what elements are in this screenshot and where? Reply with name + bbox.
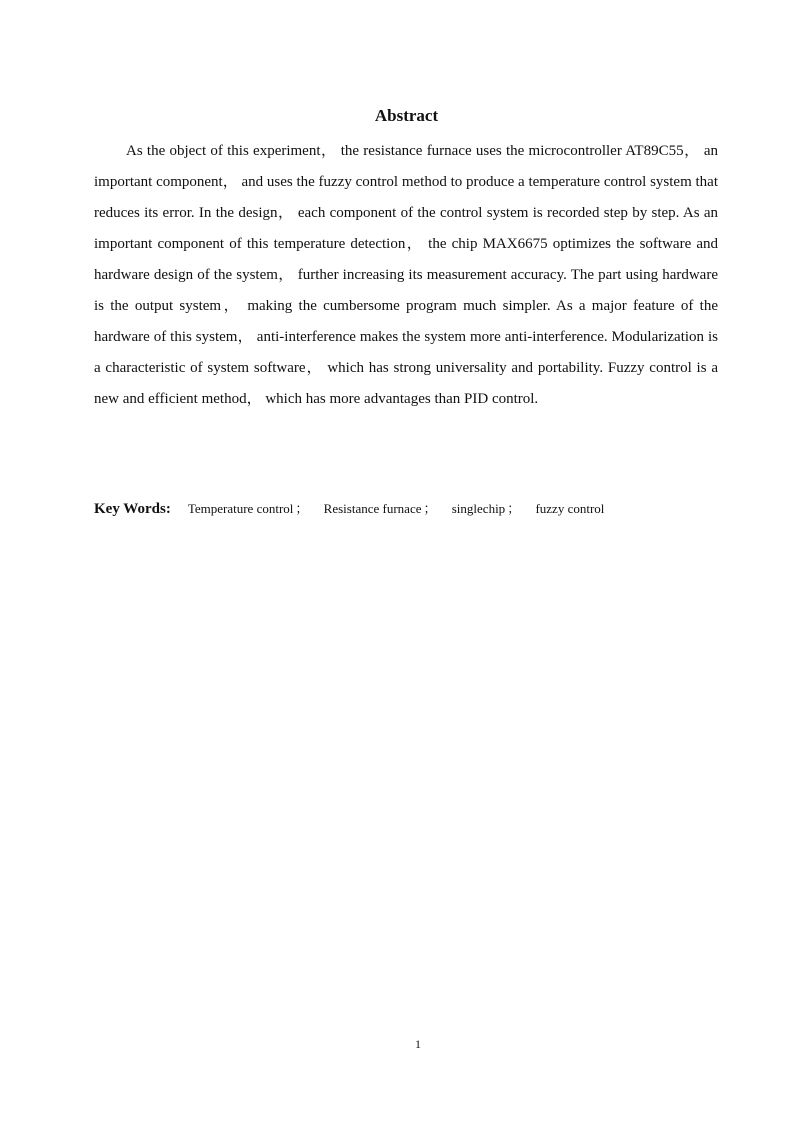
keywords-line	[94, 498, 718, 520]
keyword-item: Resistance furnace	[323, 501, 422, 516]
keyword-item: singlechip	[451, 501, 506, 516]
page-title: Abstract	[374, 106, 439, 125]
keyword-item: fuzzy control	[535, 501, 605, 516]
page-number: 1	[415, 1037, 421, 1051]
keyword-separator: ；	[507, 501, 521, 516]
keyword-separator: ；	[423, 501, 437, 516]
abstract-paragraph: As the object of this experiment， the resistance furnace uses the microcontroller AT89C55， an important component， and uses the fuzzy control method to produce a temperature control system that reduces its error. In the design， each component of the control system is recorded step by step. As an important component of this temperature detection， the chip MAX6675 optimizes the software and hardware design of the system， further increasing its measurement accuracy. The part using hardware is the output system， making the cumbersome program much simpler. As a major feature of the hardware of this system， anti-interference makes the system more anti-interference. Modularization is a characteristic of system software， which has strong universality and portability. Fuzzy control is a new and efficient method， which has more advantages than PID control.	[94, 143, 718, 407]
keyword-item: Temperature control	[187, 501, 294, 516]
keyword-separator: ；	[295, 501, 309, 516]
keywords-label: Key Words:	[94, 501, 171, 517]
